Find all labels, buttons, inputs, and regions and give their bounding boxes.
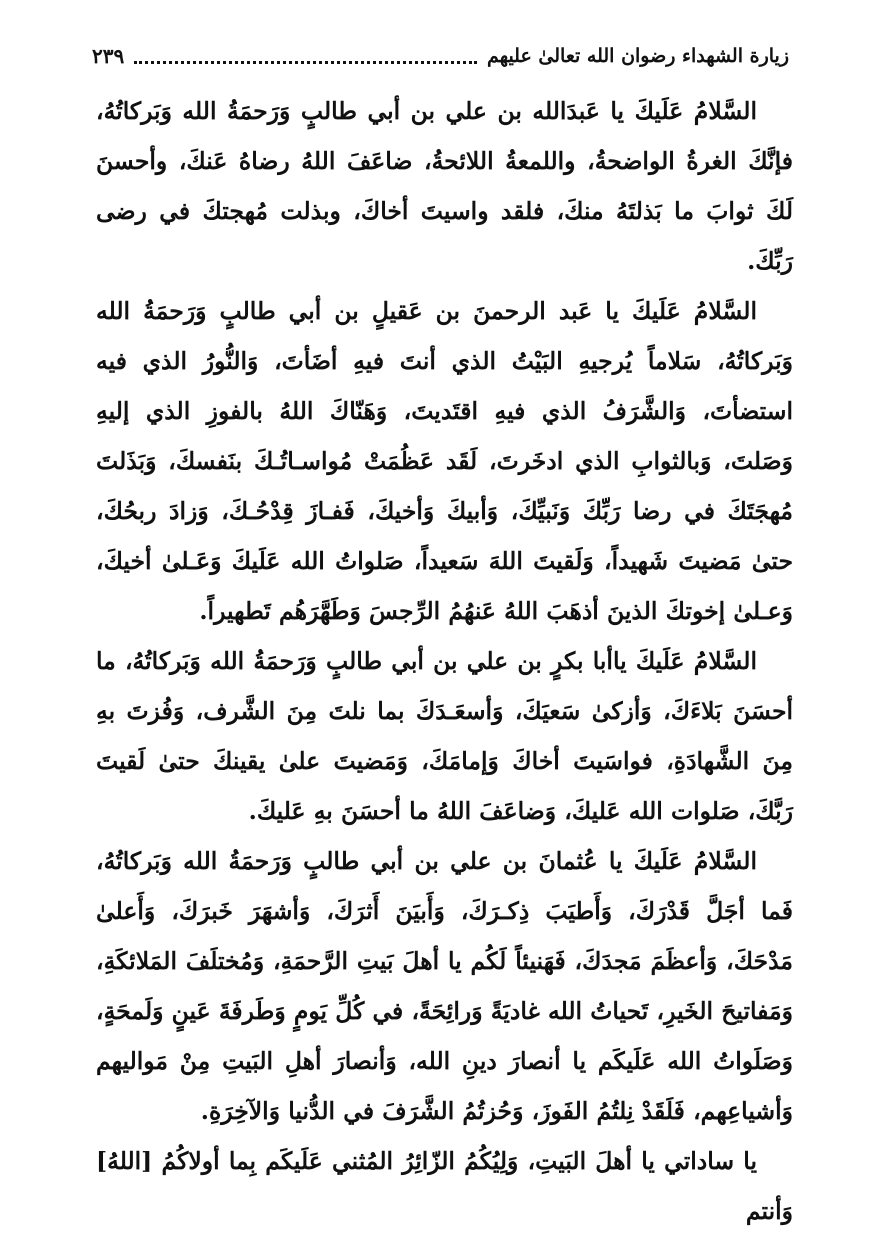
paragraph-abdullah: السَّلامُ عَلَيكَ يا عَبدَالله بن علي بن أبي طالبٍ وَرَحمَةُ الله وَبَركاتُهُ، فإنَّكَ الغرةُ الواضحةُ، واللمعةُ اللائحةُ، ضاعَفَ اللهُ رضاهُ عَنكَ، وأحسنَ لَكَ ثوابَ ما بَذلتَهُ منكَ، فلقد واسيتَ أخاكَ، وبذلت مُهجتكَ في رضى رَبِّكَ. bbox=[96, 97, 793, 275]
body-text bbox=[96, 86, 793, 1225]
chapter-title: زيارة الشهداء رضوان الله تعالىٰ عليهم bbox=[487, 45, 789, 67]
paragraph-closing: يا ساداتي يا أهلَ البَيتِ، وَلِيُكُمُ الزّائِرُ المُثني عَلَيكَم بِما أولاكُمُ [اللهُ] وَأنتم bbox=[96, 1147, 793, 1225]
page-number: ٢٣٩ bbox=[92, 44, 125, 68]
paragraph-uthman: السَّلامُ عَلَيكَ يا عُثمانَ بن علي بن أبي طالبٍ وَرَحمَةُ الله وَبَركاتُهُ، فَما أجَلَّ قَدْرَكَ، وَأَطيَبَ ذِكـرَكَ، وَأَبيَنَ أَثرَكَ، وَأشهَرَ خَبرَكَ، وَأَعلىٰ مَدْحَكَ، وَأعظَمَ مَجدَكَ، فَهَنيئاً لَكُم يا أهلَ بَيتِ الرَّحمَةِ، وَمُختلَفَ المَلائكَةِ، وَمَفاتيحَ الخَيرِ، تَحياتُ الله غاديَةً وَرائِحَةً، في كُلِّ يَومٍ وَطَرفَةَ عَينٍ وَلَمحَةٍ، وَصَلَواتُ الله عَلَيكَم يا أنصارَ دينِ الله، وَأنصارَ أهلِ البَيتِ مِنْ مَواليهم وَأشياعِهم، فَلَقَدْ نِلتُمُ الفَوزَ، وَحُزتُمُ الشَّرَفَ في الدُّنيا وَالآخِرَةِ. bbox=[96, 847, 793, 1125]
running-header bbox=[92, 40, 789, 72]
paragraph-abdulrahman: السَّلامُ عَلَيكَ يا عَبد الرحمنَ بن عَقيلٍ بن أبي طالبٍ وَرَحمَةُ الله وَبَركاتُهُ، سَلاماً يُرجيهِ البَيْتُ الذي أنتَ فيهِ أضَأتَ، وَالنُّورُ الذي فيه استضأتَ، وَالشَّرَفُ الذي فيهِ اقتَديتَ، وَهَنّاكَ اللهُ بالفوزِ الذي إليهِ وَصَلتَ، وَبالثوابِ الذي ادخَرتَ، لَقَد عَظُمَتْ مُواسـاتُـكَ بنَفسكَ، وَبَذَلتَ مُهجَتَكَ في رضا رَبِّكَ وَنَبيِّكَ، وَأبيكَ وَأخيكَ، فَفـازَ قِدْحُـكَ، وَزادَ ربحُكَ، حتىٰ مَضيتَ شَهيداً، وَلَقيتَ اللهَ سَعيداً، صَلواتُ الله عَلَيكَ وَعَـلىٰ أخيكَ، وَعـلىٰ إخوتكَ الذينَ أذهَبَ اللهُ عَنهُمُ الرِّجسَ وَطَهَّرَهُم تَطهيراً. bbox=[96, 297, 793, 625]
paragraph-abubakr: السَّلامُ عَلَيكَ ياأبا بكرٍ بن علي بن أبي طالبٍ وَرَحمَةُ الله وَبَركاتُهُ، ما أحسَنَ بَلاءَكَ، وَأزكىٰ سَعيَكَ، وَأسعَـدَكَ بما نلتَ مِنَ الشَّرف، وَفُزتَ بهِ مِنَ الشَّهادَةِ، فواسَيتَ أخاكَ وَإمامَكَ، وَمَضيتَ علىٰ يقينكَ حتىٰ لَقيتَ رَبَّكَ، صَلوات الله عَليكَ، وَضاعَفَ اللهُ ما أحسَنَ بهِ عَليكَ. bbox=[96, 647, 793, 825]
leader-dots bbox=[134, 61, 477, 64]
